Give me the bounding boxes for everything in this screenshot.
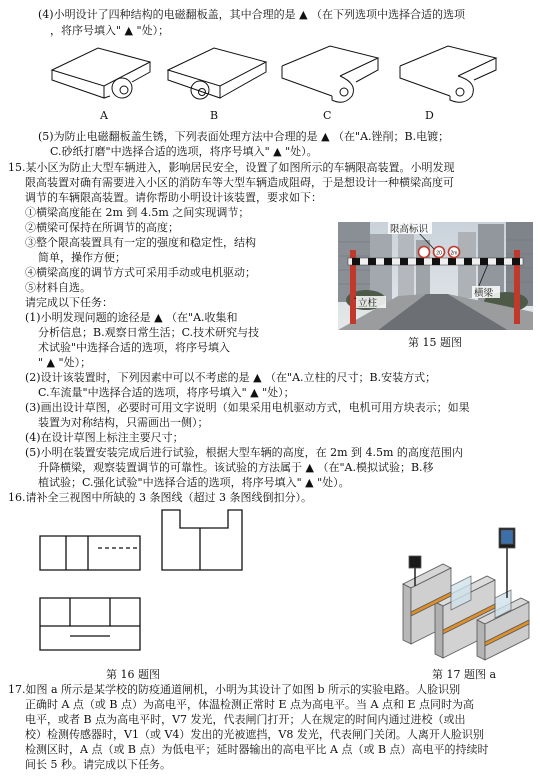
q15-t4: (4)在设计草图上标注主要尺寸；	[25, 431, 184, 444]
q15-t3-1: (3)画出设计草图，必要时可用文字说明（如果采用电机驱动方式，电机可用方块表示；如果	[25, 401, 470, 414]
q15-req-3b: 简单，操作方便；	[38, 251, 126, 264]
height-sign-text: 2m	[450, 250, 458, 257]
q17-line-5: 检测区时，A 点（或 B 点）为低电平；延时器输出的高电平比 A 点（或 B 点）高电平的持续时	[25, 743, 489, 756]
q14-p4-line2: ，将序号填入" ▲ "处）；	[50, 24, 170, 37]
q15-intro-1: 15.某小区为防止大型车辆进入，影响居民安全，设置了如图所示的车辆限高装置。小明发现	[8, 161, 455, 174]
q15-t2-2: C.车流量"中选择合适的选项，将序号填入" ▲ "处）；	[38, 386, 295, 399]
q15-req-5: ⑤材料自选。	[25, 281, 91, 294]
q15-t5-3: 植试验；C.强化试验"中选择合适的选项，将序号填入" ▲ "处）。	[38, 476, 350, 489]
front-view	[40, 536, 140, 570]
q15-t3-2: 装置为对称结构，只需画出一侧）；	[38, 416, 209, 429]
q17-line-1: 17.如图 a 所示是某学校的防疫通道闸机，小明为其设计了如图 b 所示的实验电路。人脸识别	[8, 683, 461, 696]
q15-t1-2: 分析信息；B.观察日常生活；C.技术研究与技	[38, 326, 260, 339]
height-limit-photo	[338, 222, 533, 330]
option-d-label: D	[425, 109, 434, 122]
option-a-drawing	[52, 48, 150, 98]
q15-figure-caption: 第 15 题图	[408, 336, 462, 349]
option-b-drawing	[168, 48, 266, 99]
q17-line-4: 校）检测传感器时，V1（或 V4）发出的光被遮挡，V8 发光，代表闸门关闭。人离开人脸识别	[25, 728, 484, 741]
turnstile-gate-figure	[395, 524, 535, 662]
q17-figure-caption: 第 17 题图 a	[432, 668, 497, 681]
q17-line-6: 间长 5 秒。请完成以下任务。	[25, 758, 171, 771]
option-a-label: A	[100, 109, 108, 122]
q15-req-2: ②横梁可保持在所调节的高度；	[25, 221, 179, 234]
q15-t1-1: (1)小明发现问题的途径是 ▲ （在"A.收集和	[25, 311, 238, 324]
q15-t5-1: (5)小明在装置安装完成后进行试验，根据大型车辆的高度，在 2m 到 4.5m 的高度范围内	[25, 446, 463, 459]
q15-req-1: ①横梁高度能在 2m 到 4.5m 之间实现调节；	[25, 206, 250, 219]
photo-label-beam: 横梁	[474, 288, 494, 299]
option-c-drawing	[282, 46, 378, 102]
q17-line-2: 正确时 A 点（或 B 点）为高电平，体温检测正常时 E 点为高电平。当 A 点和 E 点同时为高	[25, 698, 474, 711]
q15-t1-4: " ▲ "处）；	[38, 356, 92, 369]
q15-intro-2: 限高装置对确有需要进入小区的消防车等大型车辆造成阻碍，于是想设计一种横梁高度可	[25, 176, 454, 189]
q15-task-intro: 请完成以下任务：	[25, 296, 113, 309]
three-view-drawing	[30, 508, 250, 658]
q14-p5-line1: (5)为防止电磁翻板盖生锈，下列表面处理方法中合理的是 ▲ （在"A.锉削；B.电镀；	[38, 130, 450, 143]
top-view	[40, 598, 140, 650]
photo-label-sign: 限高标识	[390, 224, 429, 235]
q16-figure-caption: 第 16 题图	[106, 668, 160, 681]
photo-label-pillar: 立柱	[358, 298, 378, 309]
q15-t2-1: (2)设计该装置时，下列因素中可以不考虑的是 ▲ （在"A.立柱的尺寸；B.安装方式；	[25, 371, 437, 384]
hinge-cover-options-figure	[40, 40, 520, 124]
q15-t5-2: 升降横梁，观察装置调节的可靠性。该试验的方法属于 ▲ （在"A.模拟试验；B.移	[38, 461, 434, 474]
option-c-label: C	[323, 109, 332, 122]
option-b-label: B	[210, 109, 219, 122]
q14-p4-line1: (4)小明设计了四种结构的电磁翻板盖，其中合理的是 ▲ （在下列选项中选择合适的选项	[38, 8, 466, 21]
q15-req-3: ③整个限高装置具有一定的强度和稳定性，结构	[25, 236, 256, 249]
option-d-drawing	[400, 46, 496, 102]
q17-line-3: 电平，或者 B 点为高电平时，V7 发光，代表闸门打开；人在规定的时间内通过进校（或出	[25, 713, 466, 726]
q14-p5-line2: C.砂纸打磨"中选择合适的选项，将序号填入" ▲ "处）。	[50, 145, 318, 158]
q15-t1-3: 术试验"中选择合适的选项，将序号填入	[38, 341, 231, 354]
q16-text: 16.请补全三视图中所缺的 3 条图线（超过 3 条图线倒扣分）。	[8, 491, 312, 504]
q15-intro-3: 调节的车辆限高装置。请你帮助小明设计该装置，要求如下：	[25, 191, 322, 204]
side-view	[162, 510, 242, 570]
speed-sign-text: 20	[436, 250, 442, 257]
q15-req-4: ④横梁高度的调节方式可采用手动或电机驱动；	[25, 266, 256, 279]
